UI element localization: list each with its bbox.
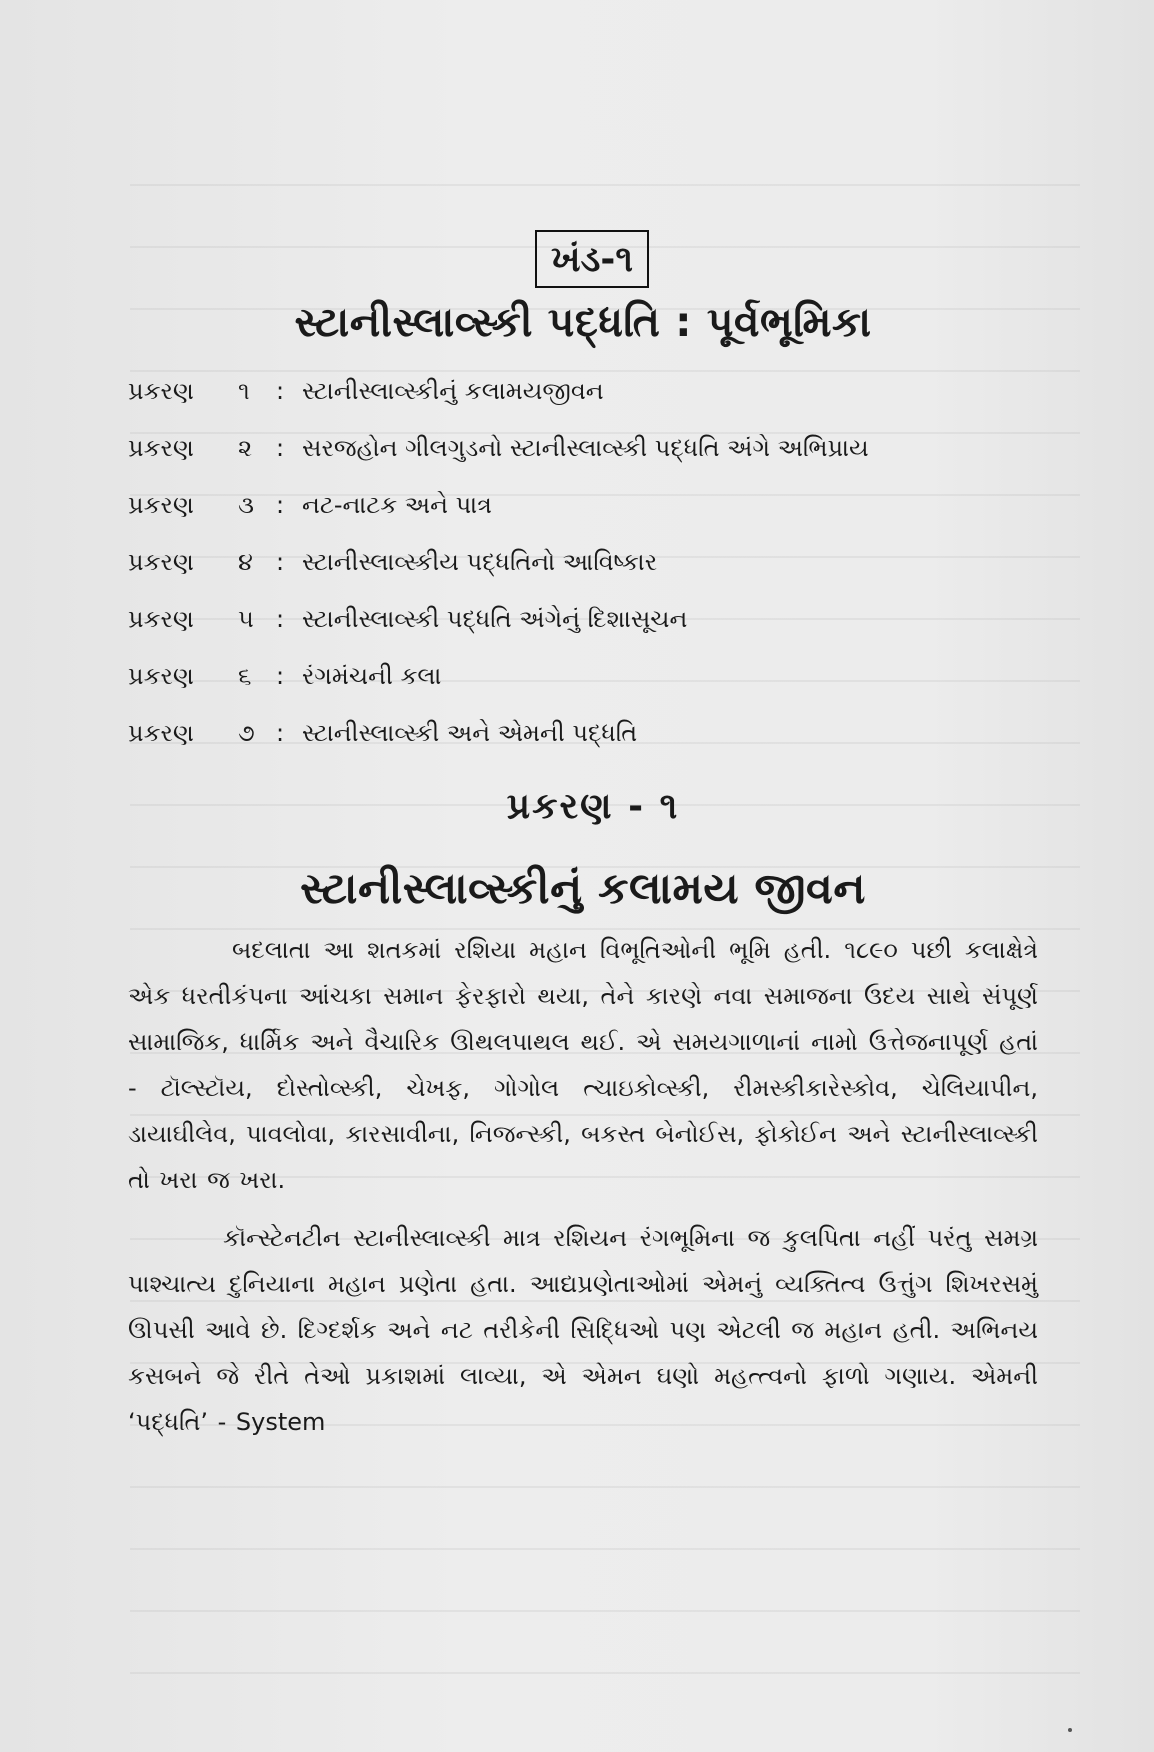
list-item <box>128 604 1038 661</box>
colon-separator: : <box>276 548 285 576</box>
chapter-title: સરજહોન ગીલગુડનો સ્ટાનીસ્લાવ્સ્કી પદ્ધતિ અંગે અભિપ્રાય <box>302 434 869 462</box>
chapter-label: પ્રકરણ <box>128 491 194 519</box>
chapter-label: પ્રકરણ <box>128 434 194 462</box>
list-item <box>128 661 1038 718</box>
chapter-number: ૫ <box>238 605 254 633</box>
chapter-list <box>128 376 1038 775</box>
chapter-number: ૩ <box>238 491 254 519</box>
chapter-label: પ્રકરણ <box>128 662 194 690</box>
chapter-label: પ્રકરણ <box>128 548 194 576</box>
colon-separator: : <box>276 491 285 519</box>
chapter-label: પ્રકરણ <box>128 719 194 747</box>
page-speck <box>1068 1728 1072 1732</box>
chapter-title: રંગમંચની કલા <box>302 662 442 690</box>
section-label-box: ખંડ-૧ <box>535 230 649 288</box>
chapter-title: સ્ટાનીસ્લાવ્સ્કીય પદ્ધતિનો આવિષ્કાર <box>302 548 658 576</box>
chapter-title: સ્ટાનીસ્લાવ્સ્કી અને એમની પદ્ધતિ <box>302 719 638 747</box>
chapter-heading-title: સ્ટાનીસ્લાવ્સ્કીનું કલામય જીવન <box>300 864 866 914</box>
chapter-number: ૬ <box>238 662 252 690</box>
list-item <box>128 547 1038 604</box>
list-item <box>128 433 1038 490</box>
chapter-title: નટ-નાટક અને પાત્ર <box>302 491 492 519</box>
body-paragraph: કૉન્સ્ટેનટીન સ્ટાનીસ્લાવ્સ્કી માત્ર રશિયન રંગભૂમિના જ કુલપિતા નહીં પરંતુ સમગ્ર પાશ્ચાત્ય દુનિયાના મહાન પ્રણેતા હતા. આદ્યપ્રણેતાઓમાં એમનું વ્યક્તિત્વ ઉત્તુંગ શિખરસમું ઊપસી આવે છે. દિગ્દર્શક અને નટ તરીકેની સિદ્ધિઓ પણ એટલી જ મહાન હતી. અભિનય કસબને જે રીતે તેઓ પ્રકાશમાં લાવ્યા, એ એમન ઘણો મહત્ત્વનો ફાળો ગણાય. એમની ‘પદ્ધતિ’ - System <box>128 1224 1038 1436</box>
colon-separator: : <box>276 377 285 405</box>
chapter-label: પ્રકરણ <box>128 377 194 405</box>
chapter-number: ૭ <box>238 719 255 747</box>
chapter-title: સ્ટાનીસ્લાવ્સ્કી પદ્ધતિ અંગેનું દિશાસૂચન <box>302 605 688 633</box>
section-label-wrap <box>128 230 1038 296</box>
chapter-title: સ્ટાનીસ્લાવ્સ્કીનું કલામયજીવન <box>302 377 604 405</box>
chapter-label: પ્રકરણ <box>128 605 194 633</box>
chapter-number: ૪ <box>238 548 253 576</box>
chapter-number: ૧ <box>238 377 250 405</box>
list-item <box>128 376 1038 433</box>
colon-separator: : <box>276 434 285 462</box>
colon-separator: : <box>276 605 285 633</box>
section-title: સ્ટાનીસ્લાવ્સ્કી પદ્ધતિ : પૂર્વભૂમિકા <box>294 298 872 346</box>
page-content <box>128 230 1038 1445</box>
body-paragraph: બદલાતા આ શતકમાં રશિયા મહાન વિભૂતિઓની ભૂમિ હતી. ૧૮૯૦ પછી કલાક્ષેત્રે એક ધરતીકંપના આંચકા સમાન ફેરફારો થયા, તેને કારણે નવા સમાજના ઉદય સાથે સંપૂર્ણ સામાજિક, ધાર્મિક અને વૈચારિક ઊથલપાથલ થઈ. એ સમયગાળાનાં નામો ઉત્તેજનાપૂર્ણ હતાં - ટૉલ્સ્ટૉય, દોસ્તોવ્સ્કી, ચેખફ, ગોગોલ ત્ચાઇકોવ્સ્કી, રીમસ્કીકારેસ્કોવ, ચેલિયાપીન, ડાયાઘીલેવ, પાવલોવા, કારસાવીના, નિજન્સ્કી, બકસ્ત બેનોઈસ, ફોકોઈન અને સ્ટાનીસ્લાવ્સ્કી તો ખરા જ ખરા. <box>128 936 1038 1194</box>
colon-separator: : <box>276 719 285 747</box>
list-item <box>128 718 1038 775</box>
chapter-number: ૨ <box>238 434 253 462</box>
colon-separator: : <box>276 662 285 690</box>
list-item <box>128 490 1038 547</box>
chapter-heading-label: પ્રકરણ - ૧ <box>506 786 680 827</box>
